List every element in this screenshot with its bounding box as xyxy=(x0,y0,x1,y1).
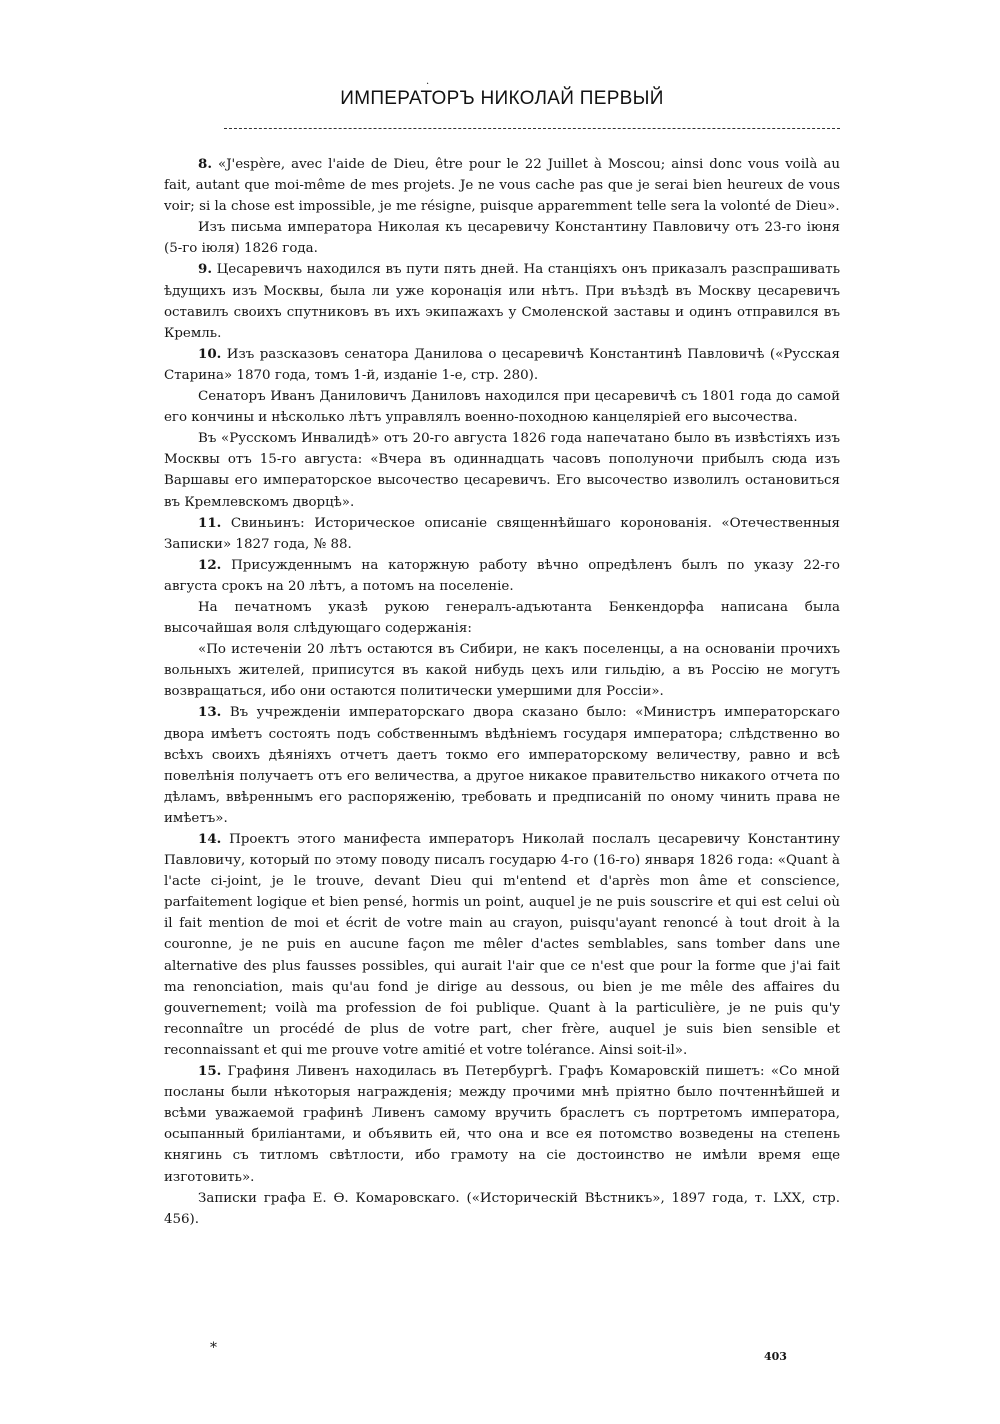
paragraph-text: Цесаревичъ находился въ пути пять дней. На станціяхъ онъ приказалъ разспрашивать ѣдущихъ изъ Москвы, была ли уже коронація или нѣтъ. При въѣздѣ въ Москву цесаревичъ оставилъ своихъ спутниковъ въ ихъ экипажахъ у Смоленской заставы и одинъ отправился въ Кремль. xyxy=(164,262,840,341)
paragraph-benkendorf xyxy=(164,597,840,639)
paragraph-11 xyxy=(164,513,840,555)
paragraph-text: «J'espère, avec l'aide de Dieu, être pour le 22 Juillet à Moscou; ainsi donc vous voilà au fait, autant que moi-même de mes projets. Je ne vous cache pas que je serai bien heureux de vous voir; si la chose est impossible, je me résigne, puisque apparemment telle sera la volonté de Dieu». xyxy=(164,157,840,215)
footer-star-mark: * xyxy=(210,1340,217,1356)
paragraph-komarovsky-source xyxy=(164,1188,840,1230)
paragraph-10 xyxy=(164,344,840,386)
paragraph-text: Присужденнымъ на каторжную работу вѣчно опредѣленъ былъ по указу 22-го августа срокъ на 20 лѣтъ, а потомъ на поселеніе. xyxy=(164,557,840,594)
note-number: 15. xyxy=(198,1063,222,1080)
document-page xyxy=(164,0,840,1424)
paragraph-text: На печатномъ указѣ рукою генералъ-адъютанта Бенкендорфа написана была высочайшая воля слѣдующаго содержанія: xyxy=(164,599,840,637)
paragraph-9 xyxy=(164,259,840,343)
header-divider xyxy=(224,128,840,129)
paragraph-text: Проектъ этого манифеста императоръ Николай послалъ цесаревичу Константину Павловичу, который по этому поводу писалъ государю 4-го (16-го) января 1826 года: «Quant à l'acte ci-joint, je le trouve, devant Dieu qui m'entend et d'après mon âme et conscience, parfaitement logique et bien pensé, hormis un point, auquel je ne puis souscrire et qui est celui où il fait mention de moi et écrit de votre main au crayon, puisqu'ayant renoncé à tout droit à la couronne, je ne puis en aucune façon me mêler d'actes semblables, sans tomber dans une alternative des plus fausses possibles, qui aurait l'air que ce n'est que pour la forme que j'ai fait ma renonciation, mais qu'au fond je dirige au dessous, ou bien je me mêle des affaires du gouvernement; voilà ma profession de foi publique. Quant à la particulière, je ne puis qu'y reconnaître un procédé de plus de votre part, cher frère, auquel je suis bien sensible et reconnaissant et qui me prouve votre amitié et votre tolérance. Ainsi soit-il». xyxy=(164,832,840,1058)
note-number: 13. xyxy=(198,704,222,721)
paragraph-text: Записки графа Е. Ѳ. Комаровскаго. («Историческій Вѣстникъ», 1897 года, т. LXX, стр. 456). xyxy=(164,1190,840,1227)
paragraph-imperial-will xyxy=(164,639,840,702)
page-number: 403 xyxy=(764,1350,787,1363)
note-number: 9. xyxy=(198,261,212,278)
paragraph-text: Изъ письма императора Николая къ цесаревичу Константину Павловичу отъ 23-го іюня (5-го іюля) 1826 года. xyxy=(164,220,840,257)
paragraph-14 xyxy=(164,829,840,1061)
paragraph-text: Въ «Русскомъ Инвалидѣ» отъ 20-го августа 1826 года напечатано было въ извѣстіяхъ изъ Москвы отъ 15-го августа: «Вчера въ одиннадцать часовъ пополуночи прибылъ сюда изъ Варшавы его императорское высочество цесаревичъ. Его высочество изволилъ остановиться въ Кремлевскомъ дворцѣ». xyxy=(164,431,840,510)
running-head: ИМПЕРАТОРЪ НИКОЛАЙ ПЕРВЫЙ xyxy=(340,88,664,109)
paragraph-russkii-invalid xyxy=(164,428,840,512)
paragraph-text: Сенаторъ Иванъ Даниловичъ Даниловъ находился при цесаревичѣ съ 1801 года до самой его кончины и нѣсколько лѣтъ управлялъ военно-походною канцеляріей его высочества. xyxy=(164,389,840,426)
paragraph-text: Изъ разсказовъ сенатора Данилова о цесаревичѣ Константинѣ Павловичѣ («Русская Старина» 1870 года, томъ 1-й, изданіе 1-е, стр. 280). xyxy=(164,346,840,383)
paragraph-senator-danilov xyxy=(164,386,840,428)
paragraph-8 xyxy=(164,154,840,217)
print-mark: . xyxy=(426,76,430,87)
note-number: 11. xyxy=(198,514,222,531)
note-number: 8. xyxy=(198,156,212,172)
paragraph-source-letter xyxy=(164,217,840,259)
paragraph-12 xyxy=(164,555,840,597)
paragraph-text: Свиньинъ: Историческое описаніе священнѣйшаго коронованія. «Отечественныя Записки» 1827 года, № 88. xyxy=(164,515,840,552)
paragraph-text: «По истеченіи 20 лѣтъ остаются въ Сибири, не какъ поселенцы, а на основаніи прочихъ вольныхъ жителей, приписутся въ какой нибудь цехъ или гильдію, а въ Россію не могутъ возвращаться, ибо они остаются политически умершими для Россіи». xyxy=(164,642,840,700)
paragraph-text: Графиня Ливенъ находилась въ Петербургѣ. Графъ Комаровскій пишетъ: «Со мной посланы были нѣкоторыя награжденія; между прочими мнѣ пріятно было почтеннѣйшей и всѣми уважаемой графинѣ Ливенъ самому вручить браслетъ съ портретомъ императора, осыпанный бриліантами, и объявить ей, что она и все ея потомство возведены на степень княгинь съ титломъ свѣтлости, ибо грамоту на сіе достоинство не имѣли время еще изготовить». xyxy=(164,1064,840,1185)
note-number: 12. xyxy=(198,556,222,573)
body-text xyxy=(164,154,840,1230)
paragraph-15 xyxy=(164,1061,840,1188)
paragraph-13 xyxy=(164,702,840,829)
note-number: 10. xyxy=(198,345,222,362)
paragraph-text: Въ учрежденіи императорскаго двора сказано было: «Министръ императорскаго двора имѣетъ состоять подъ собственнымъ вѣдѣніемъ государя императора; слѣдственно во всѣхъ своихъ дѣяніяхъ отчетъ даетъ токмо его императорскому величеству, равно и всѣ повелѣнія получаетъ отъ его величества, а другое никакое правительство никакого отчета по дѣламъ, ввѣреннымъ его распоряженію, требовать и предписаній по оному чинить права не имѣетъ». xyxy=(164,705,840,826)
note-number: 14. xyxy=(198,831,222,847)
